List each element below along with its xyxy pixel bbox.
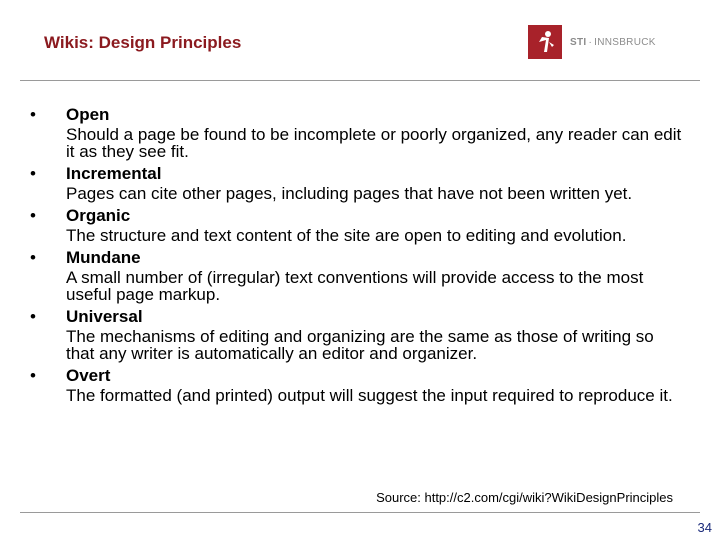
bullet-icon: • (30, 105, 36, 124)
logo-separator: · (588, 36, 593, 48)
sti-innsbruck-logo (528, 25, 656, 59)
header-divider (20, 80, 700, 81)
logo-brand: STI (570, 36, 587, 48)
bullet-heading: Open (66, 105, 110, 124)
bullet-icon: • (30, 248, 36, 267)
sti-runner-logo-icon (528, 25, 562, 59)
bullet-description: A small number of (irregular) text conventions will provide access to the most useful page markup. (66, 268, 644, 304)
list-item-overt (26, 364, 686, 406)
logo-text (570, 37, 656, 48)
list-item-universal (26, 305, 686, 364)
bullet-heading: Overt (66, 366, 111, 385)
footer-divider (20, 512, 700, 513)
bullet-icon: • (30, 164, 36, 183)
slide-title: Wikis: Design Principles (44, 33, 242, 52)
list-item-mundane (26, 246, 686, 305)
bullet-description: The structure and text content of the site are open to editing and evolution. (66, 226, 627, 245)
bullet-description: Should a page be found to be incomplete or poorly organized, any reader can edit it as they see fit. (66, 125, 682, 161)
bullet-heading: Incremental (66, 164, 162, 183)
source-citation: Source: http://c2.com/cgi/wiki?WikiDesignPrinciples (376, 490, 673, 505)
bullet-heading: Mundane (66, 248, 141, 267)
bullet-description: The formatted (and printed) output will suggest the input required to reproduce it. (66, 386, 673, 405)
list-item-organic (26, 204, 686, 246)
page-number: 34 (697, 520, 712, 535)
design-principles-list (26, 103, 686, 406)
bullet-heading: Universal (66, 307, 143, 326)
list-item-incremental (26, 162, 686, 204)
bullet-icon: • (30, 206, 36, 225)
bullet-heading: Organic (66, 206, 131, 225)
list-item-open (26, 103, 686, 162)
logo-city: INNSBRUCK (594, 36, 656, 48)
bullet-icon: • (30, 307, 36, 326)
bullet-description: The mechanisms of editing and organizing are the same as those of writing so that any writer is automatically an editor and organizer. (66, 327, 654, 363)
bullet-icon: • (30, 366, 36, 385)
bullet-description: Pages can cite other pages, including pages that have not been written yet. (66, 184, 633, 203)
